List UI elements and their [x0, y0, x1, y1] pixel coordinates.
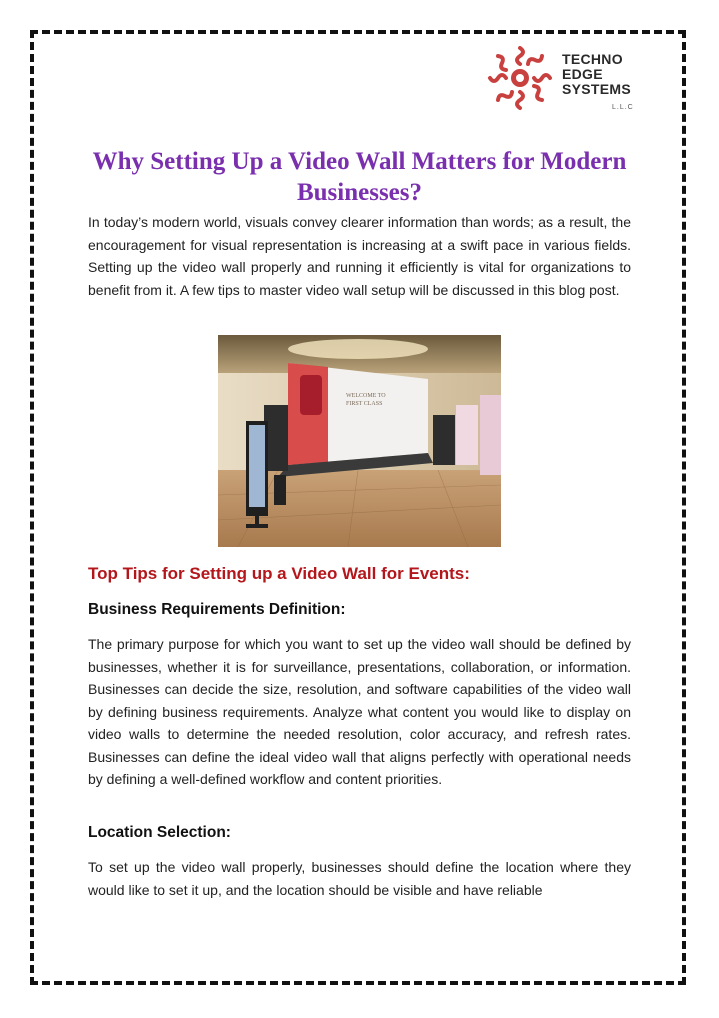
screen-text-2: FIRST CLASS — [346, 401, 383, 407]
subsection-heading-2: Location Selection: — [88, 824, 231, 841]
logo-mark-icon — [484, 42, 556, 114]
logo-suffix: L.L.C — [612, 104, 634, 111]
subsection-body-2: To set up the video wall properly, businesses should define the location where they would like to set it up, and the location should be visible and have reliable — [88, 859, 631, 898]
logo-line-2: EDGE — [562, 66, 603, 82]
logo-line-1: TECHNO — [562, 51, 623, 67]
article-title: Why Setting Up a Video Wall Matters for Modern Businesses? — [92, 148, 627, 206]
intro-paragraph: In today’s modern world, visuals convey clearer information than words; as a result, the encouragement for visual representation is increasing at a swift pace in various fields. Setting up the video wall properly and running it efficiently is vital for organizations to benefit from it. A few tips to master video wall setup will be discussed in this blog post. — [88, 214, 631, 298]
subsection-heading-1: Business Requirements Definition: — [88, 601, 346, 618]
hero-image — [218, 335, 501, 547]
screen-text-1: WELCOME TO — [346, 393, 386, 399]
logo-wordmark — [562, 52, 631, 97]
subsection-body-1: The primary purpose for which you want to set up the video wall should be defined by businesses, whether it is for surveillance, presentations, collaboration, or information. Businesses can decide the size, resolution, and software capabilities of the video wall by defining business requirements. Analyze what content you would like to display on video walls to determine the needed resolution, color accuracy, and refresh rates. Businesses can define the ideal video wall that aligns perfectly with operational needs by defining a well-defined workflow and content priorities. — [88, 636, 631, 787]
logo-line-3: SYSTEMS — [562, 81, 632, 97]
section-heading: Top Tips for Setting up a Video Wall for Events: — [88, 564, 470, 583]
event-stage-photo — [218, 335, 501, 547]
company-logo — [484, 42, 644, 114]
